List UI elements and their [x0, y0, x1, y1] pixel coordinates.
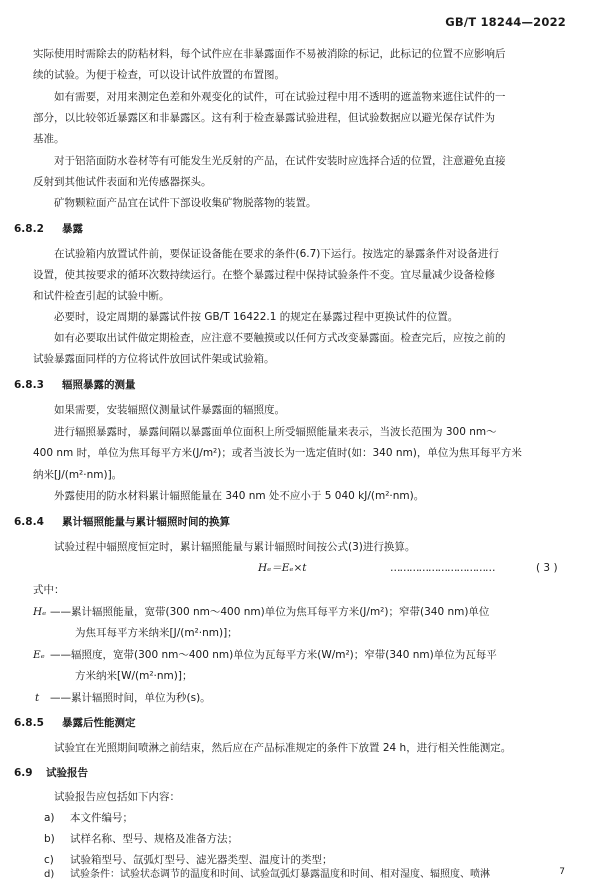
- variable-symbol: Eₑ: [33, 649, 45, 661]
- section-number: 6.8.5: [14, 717, 44, 729]
- text-line: 如有必要取出试件做定期检查，应注意不要触摸或以任何方式改变暴露面。检查完后，应按之前的: [54, 332, 506, 344]
- list-item-text: 本文件编号；: [70, 812, 133, 824]
- list-item-text: 试验箱型号、氙弧灯型号、滤光器类型、温度计的类型；: [70, 854, 333, 866]
- section-title: 试验报告: [46, 767, 88, 779]
- text-line: 如果需要，安装辐照仪测量试件暴露面的辐照度。: [54, 404, 285, 416]
- variable-definition: ——累计辐照时间，单位为秒(s)。: [50, 692, 211, 704]
- section-number: 6.8.3: [14, 379, 44, 391]
- text-line: 纳米[J/(m²·nm)]。: [33, 469, 123, 481]
- variable-definition: ——累计辐照能量，宽带(300 nm～400 nm)单位为焦耳每平方米(J/m²)；窄带(340 nm)单位: [50, 606, 490, 618]
- page-number: 7: [559, 867, 565, 877]
- text-line: 和试件检查引起的试验中断。: [33, 290, 170, 302]
- text-line: 实际使用时需除去的防粘材料，每个试件应在非暴露面作不易被消除的标记，此标记的位置不应影响后: [33, 48, 506, 60]
- list-item-label: d): [44, 869, 55, 880]
- text-line: 400 nm 时，单位为焦耳每平方米(J/m²)；或者当波长为一选定值时(如：340 nm)，单位为焦耳每平方米: [33, 447, 522, 459]
- text-line: 试验过程中辐照度恒定时，累计辐照能量与累计辐照时间按公式(3)进行换算。: [54, 541, 416, 553]
- variable-definition: ——辐照度，宽带(300 nm～400 nm)单位为瓦每平方米(W/m²)；窄带(340 nm)单位为瓦每平: [50, 649, 497, 661]
- list-item-label: a): [44, 812, 55, 824]
- text-line: 试验报告应包括如下内容：: [54, 791, 180, 803]
- section-title: 累计辐照能量与累计辐照时间的换算: [62, 516, 230, 528]
- section-title: 暴露后性能测定: [62, 717, 136, 729]
- section-number: 6.8.2: [14, 223, 44, 235]
- list-item-label: c): [44, 854, 54, 866]
- text-line: 基准。: [33, 133, 65, 145]
- text-line: 进行辐照暴露时，暴露间隔以暴露面单位面积上所受辐照能量来表示，当波长范围为 300 nm～: [54, 426, 497, 438]
- text-line: 试验暴露面同样的方位将试件放回试件架或试验箱。: [33, 353, 275, 365]
- variable-definition: 为焦耳每平方米纳米[J/(m²·nm)]；: [75, 627, 238, 639]
- text-line: 反射到其他试件表面和光传感器探头。: [33, 176, 212, 188]
- text-line: 必要时，设定周期的暴露试件按 GB/T 16422.1 的规定在暴露过程中更换试件的位置。: [54, 311, 459, 323]
- section-title: 暴露: [62, 223, 83, 235]
- section-number: 6.8.4: [14, 516, 44, 528]
- text-line: 外露使用的防水材料累计辐照能量在 340 nm 处不应小于 5 040 kJ/(m²·nm)。: [54, 490, 425, 502]
- section-title: 辐照暴露的测量: [62, 379, 136, 391]
- text-line: 对于铝箔面防水卷材等有可能发生光反射的产品，在试件安装时应选择合适的位置，注意避免直接: [54, 155, 506, 167]
- variable-symbol: t: [35, 692, 40, 704]
- formula-leader: ……………………………: [390, 562, 495, 574]
- variable-symbol: Hₑ: [33, 606, 47, 618]
- text-line: 续的试验。为便于检查，可以设计试件放置的布置图。: [33, 69, 285, 81]
- list-item-text: 试样名称、型号、规格及准备方法；: [70, 833, 238, 845]
- text-line: 部分，以比较邻近暴露区和非暴露区。这有利于检查暴露试验进程，但试验数据应以避光保存试件为: [33, 112, 495, 124]
- where-label: 式中：: [33, 584, 65, 596]
- standard-code: GB/T 18244—2022: [445, 15, 566, 29]
- list-item-text: 试验条件：试验状态调节的温度和时间、试验氙弧灯暴露温度和时间、相对湿度、辐照度、喷淋: [70, 869, 490, 880]
- text-line: 在试验箱内放置试件前，要保证设备能在要求的条件(6.7)下运行。按选定的暴露条件对设备进行: [54, 248, 499, 260]
- list-item-label: b): [44, 833, 55, 845]
- formula-number: ( 3 ): [536, 562, 558, 574]
- text-line: 矿物颗粒面产品宜在试件下部设收集矿物脱落物的装置。: [54, 197, 317, 209]
- text-line: 如有需要，对用来测定色差和外观变化的试件，可在试验过程中用不透明的遮盖物来遮住试件的一: [54, 91, 506, 103]
- formula: Hₑ＝Eₑ×t: [258, 562, 307, 574]
- section-number: 6.9: [14, 767, 33, 779]
- text-line: 设置，使其按要求的循环次数持续运行。在整个暴露过程中保持试验条件不变。宜尽量减少设备检修: [33, 269, 495, 281]
- text-line: 试验宜在光照期间喷淋之前结束，然后应在产品标准规定的条件下放置 24 h，进行相关性能测定。: [54, 742, 512, 754]
- variable-definition: 方米纳米[W/(m²·nm)]；: [75, 670, 193, 682]
